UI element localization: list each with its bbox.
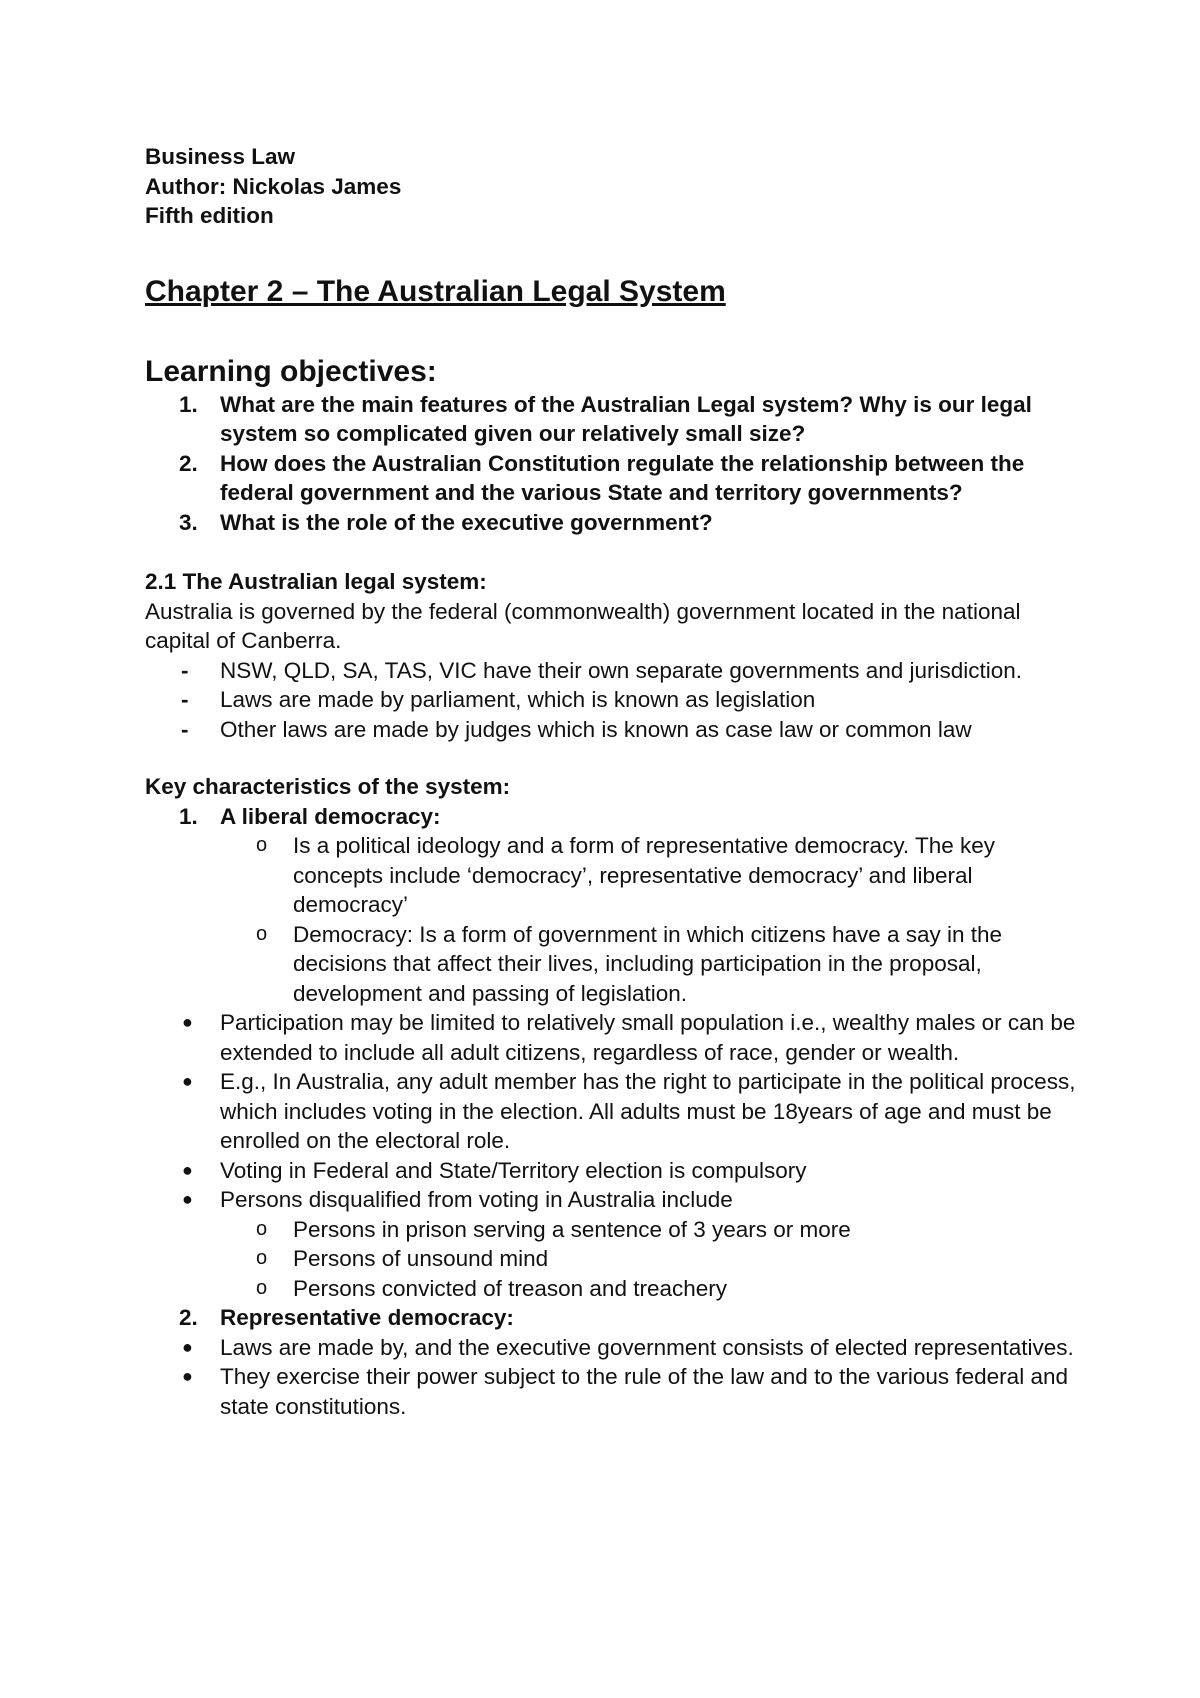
list-item [145, 449, 1085, 508]
list-item-text: Persons convicted of treason and treachery [293, 1275, 727, 1301]
list-item-text: NSW, QLD, SA, TAS, VIC have their own separate governments and jurisdiction. [220, 657, 1023, 683]
circle-bullet-icon: o [256, 1217, 268, 1240]
list-item-text: Is a political ideology and a form of representative democracy. The key concepts include ‘democracy’, representative democracy’ and liberal democracy’ [293, 833, 996, 917]
list-item [145, 1244, 1085, 1274]
list-item [145, 390, 1085, 449]
objective-text: What is the role of the executive government? [220, 509, 713, 535]
list-item-text: Participation may be limited to relatively small population i.e., wealthy males or can be extended to include all adult citizens, regardless of race, gender or wealth. [220, 1010, 1076, 1065]
bullet-icon: ● [182, 1366, 193, 1386]
chapter-title: Chapter 2 – The Australian Legal System [145, 274, 726, 308]
list-number: 3. [179, 509, 198, 535]
list-number: 1. [179, 391, 198, 417]
bullet-icon: ● [182, 1012, 193, 1032]
bullet-icon: ● [182, 1189, 193, 1209]
circle-bullet-icon: o [256, 922, 268, 945]
list-item [145, 1303, 1085, 1333]
list-item [145, 1185, 1085, 1215]
dash-marker: - [181, 687, 189, 712]
characteristic-label: Representative democracy: [220, 1305, 514, 1330]
list-item-text: Voting in Federal and State/Territory election is compulsory [220, 1157, 807, 1183]
list-item-text: Persons in prison serving a sentence of 3 years or more [293, 1216, 851, 1242]
list-item-text: They exercise their power subject to the rule of the law and to the various federal and state constitutions. [220, 1364, 1068, 1419]
section-heading: 2.1 The Australian legal system: [145, 569, 487, 594]
list-item [145, 1274, 1085, 1304]
book-edition: Fifth edition [145, 203, 274, 228]
key-characteristics-heading: Key characteristics of the system: [145, 774, 511, 799]
list-item [145, 1067, 1085, 1156]
list-number: 2. [179, 450, 198, 476]
list-item-text: Democracy: Is a form of government in which citizens have a say in the decisions that affect their lives, including participation in the proposal, development and passing of legislation. [293, 921, 1003, 1006]
list-item [145, 802, 1085, 832]
dash-marker: - [181, 657, 189, 683]
dash-list [145, 656, 1085, 745]
list-item [145, 1362, 1085, 1421]
book-meta [145, 142, 1085, 231]
learning-objectives-heading: Learning objectives: [145, 354, 437, 388]
circle-bullet-icon: o [256, 834, 268, 856]
document-content [145, 142, 1085, 1421]
list-item [145, 1215, 1085, 1245]
section-intro: Australia is governed by the federal (commonwealth) government located in the national capital of Canberra. [145, 598, 1021, 653]
learning-objectives-list [145, 390, 1085, 538]
bullet-icon: ● [182, 1336, 193, 1357]
list-item [145, 831, 1085, 920]
book-title: Business Law [145, 144, 296, 169]
list-item-text: Persons disqualified from voting in Australia include [220, 1187, 733, 1212]
list-item [145, 1333, 1085, 1363]
objective-text: What are the main features of the Australian Legal system? Why is our legal system so complicated given our relatively small size? [220, 391, 1032, 446]
list-item [145, 1156, 1085, 1186]
list-item-text: Laws are made by parliament, which is known as legislation [220, 687, 816, 712]
list-number: 2. [179, 1305, 198, 1330]
list-item-text: Laws are made by, and the executive government consists of elected representatives. [220, 1334, 1074, 1360]
dash-marker: - [181, 716, 189, 742]
list-item [145, 508, 1085, 538]
list-item-text: E.g., In Australia, any adult member has the right to participate in the political process, which includes voting in the election. All adults must be 18years of age and must be enrolled on the electoral role. [220, 1069, 1076, 1153]
list-item [145, 715, 1085, 745]
list-item [145, 1008, 1085, 1067]
objective-text: How does the Australian Constitution regulate the relationship between the federal government and the various State and territory governments? [220, 450, 1025, 505]
list-item [145, 656, 1085, 686]
bullet-icon: ● [182, 1071, 193, 1091]
list-number: 1. [179, 803, 198, 829]
bullet-icon: ● [182, 1159, 193, 1180]
list-item-text: Other laws are made by judges which is known as case law or common law [220, 716, 972, 742]
list-item [145, 685, 1085, 715]
circle-bullet-icon: o [256, 1276, 268, 1299]
list-item [145, 920, 1085, 1009]
book-author: Author: Nickolas James [145, 173, 402, 199]
characteristic-label: A liberal democracy: [220, 803, 441, 829]
circle-bullet-icon: o [256, 1247, 268, 1269]
list-item-text: Persons of unsound mind [293, 1246, 549, 1271]
